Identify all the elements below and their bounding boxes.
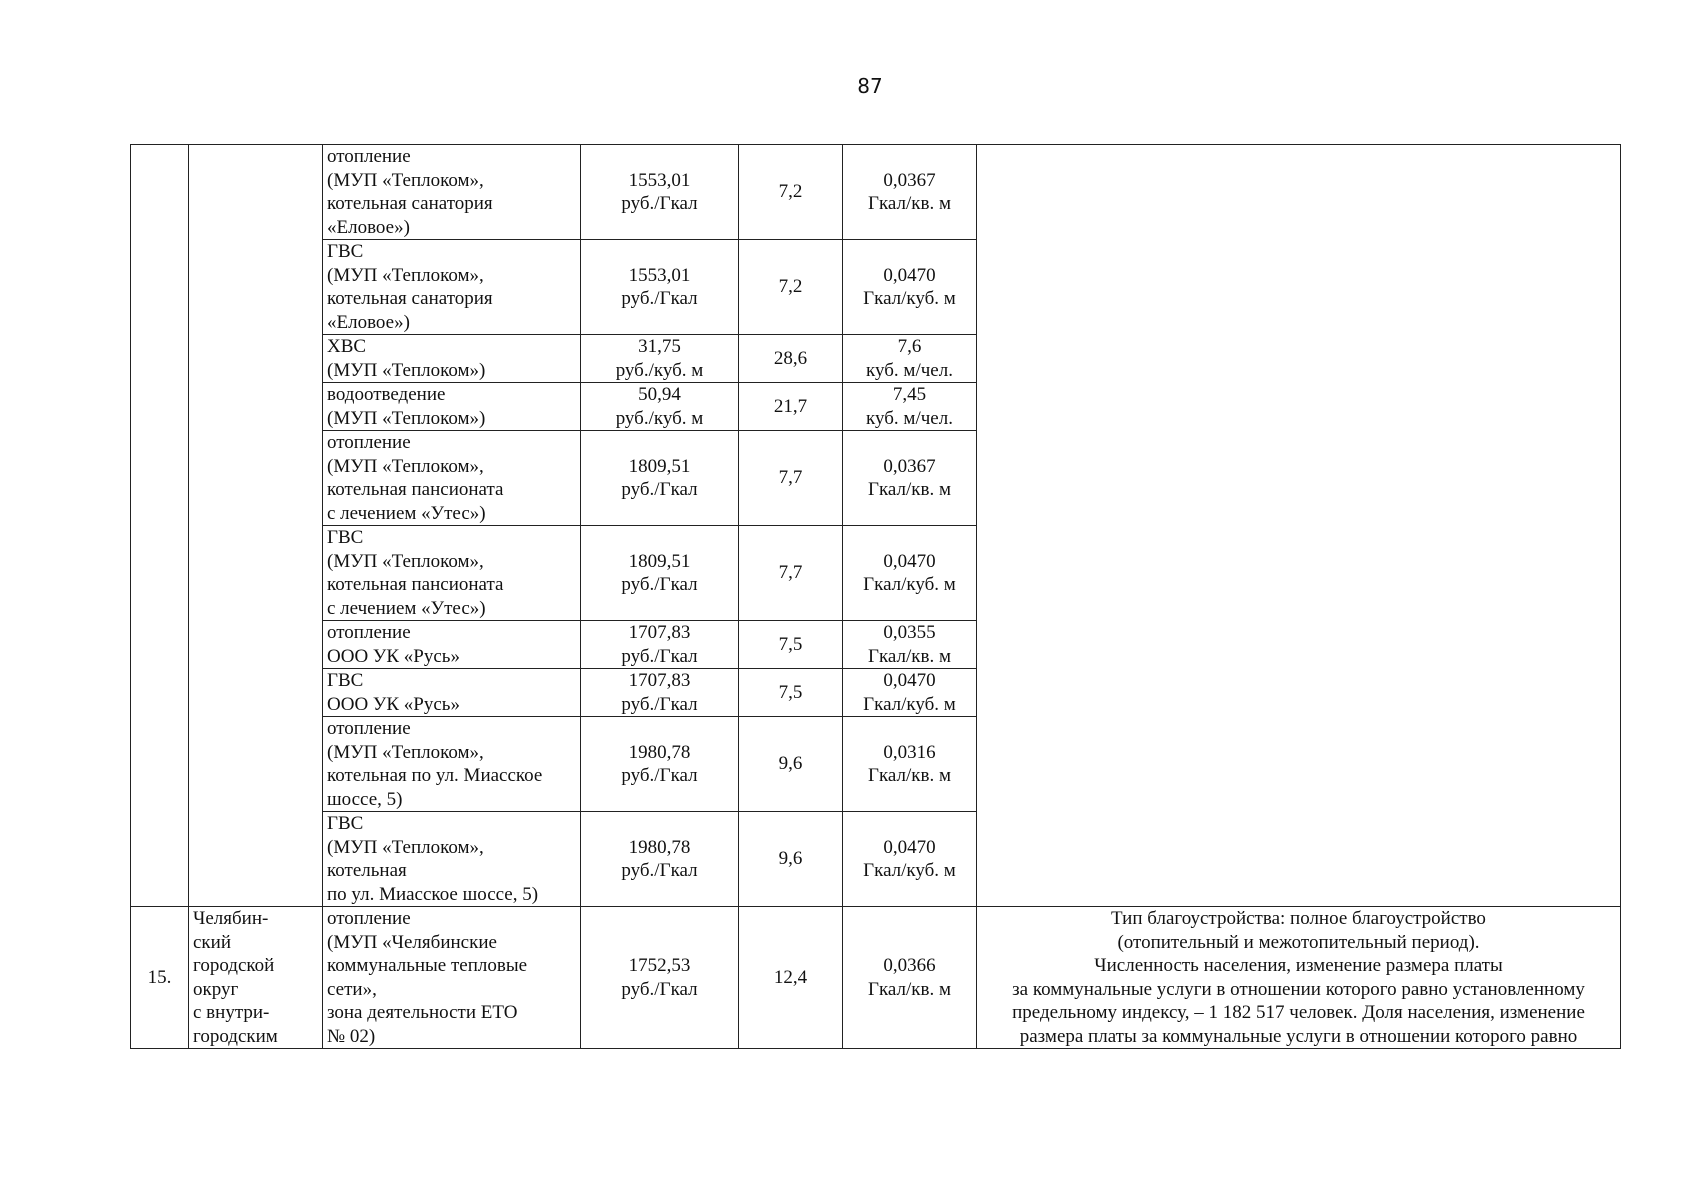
service-cell: ХВС (МУП «Теплоком»): [323, 335, 581, 383]
norm-cell: 0,0470 Гкал/куб. м: [843, 812, 977, 907]
tariff-cell: 1809,51 руб./Гкал: [581, 431, 739, 526]
service-cell: отопление ООО УК «Русь»: [323, 621, 581, 669]
tariff-cell: 1752,53 руб./Гкал: [581, 907, 739, 1049]
index-cell: 7,5: [739, 669, 843, 717]
index-cell: 7,2: [739, 240, 843, 335]
table-row-15: [131, 907, 1621, 1049]
tariff-cell: 1707,83 руб./Гкал: [581, 621, 739, 669]
tariff-cell: 1980,78 руб./Гкал: [581, 812, 739, 907]
norm-cell: 7,6 куб. м/чел.: [843, 335, 977, 383]
norm-cell: 0,0470 Гкал/куб. м: [843, 669, 977, 717]
norm-cell: 0,0470 Гкал/куб. м: [843, 526, 977, 621]
service-cell: ГВС (МУП «Теплоком», котельная по ул. Миасское шоссе, 5): [323, 812, 581, 907]
tariff-cell: 31,75 руб./куб. м: [581, 335, 739, 383]
note-cell-continued: [977, 145, 1621, 907]
norm-cell: 0,0316 Гкал/кв. м: [843, 717, 977, 812]
number-cell-continued: [131, 145, 189, 907]
tariff-cell: 1809,51 руб./Гкал: [581, 526, 739, 621]
index-cell: 21,7: [739, 383, 843, 431]
index-cell: 28,6: [739, 335, 843, 383]
tariff-cell: 1980,78 руб./Гкал: [581, 717, 739, 812]
norm-cell: 0,0366 Гкал/кв. м: [843, 907, 977, 1049]
service-cell: ГВС ООО УК «Русь»: [323, 669, 581, 717]
service-cell: отопление (МУП «Теплоком», котельная пансионата с лечением «Утес»): [323, 431, 581, 526]
table-row: [131, 145, 1621, 240]
index-cell: 7,5: [739, 621, 843, 669]
tariff-table: [130, 144, 1621, 1049]
tariff-cell: 50,94 руб./куб. м: [581, 383, 739, 431]
note-cell: Тип благоустройства: полное благоустройство (отопительный и межотопительный период). Численность населения, изменение размера платы за коммунальные услуги в отношении которого равно установленному предельному индексу, – 1 182 517 человек. Доля населения, изменение размера платы за коммунальные услуги в отношении которого равно: [977, 907, 1621, 1049]
index-cell: 7,7: [739, 431, 843, 526]
tariff-cell: 1707,83 руб./Гкал: [581, 669, 739, 717]
service-cell: отопление (МУП «Теплоком», котельная санатория «Еловое»): [323, 145, 581, 240]
index-cell: 7,2: [739, 145, 843, 240]
page-number: 87: [857, 74, 883, 98]
service-cell: отопление (МУП «Челябинские коммунальные тепловые сети», зона деятельности ЕТО № 02): [323, 907, 581, 1049]
norm-cell: 0,0367 Гкал/кв. м: [843, 145, 977, 240]
norm-cell: 0,0355 Гкал/кв. м: [843, 621, 977, 669]
index-cell: 7,7: [739, 526, 843, 621]
tariff-cell: 1553,01 руб./Гкал: [581, 145, 739, 240]
service-cell: ГВС (МУП «Теплоком», котельная санатория «Еловое»): [323, 240, 581, 335]
index-cell: 9,6: [739, 717, 843, 812]
region-cell: Челябин- ский городской округ с внутри- городским: [189, 907, 323, 1049]
norm-cell: 0,0470 Гкал/куб. м: [843, 240, 977, 335]
service-cell: отопление (МУП «Теплоком», котельная по ул. Миасское шоссе, 5): [323, 717, 581, 812]
norm-cell: 7,45 куб. м/чел.: [843, 383, 977, 431]
norm-cell: 0,0367 Гкал/кв. м: [843, 431, 977, 526]
index-cell: 12,4: [739, 907, 843, 1049]
tariff-cell: 1553,01 руб./Гкал: [581, 240, 739, 335]
index-cell: 9,6: [739, 812, 843, 907]
region-cell-continued: [189, 145, 323, 907]
row-number: 15.: [131, 907, 189, 1049]
service-cell: водоотведение (МУП «Теплоком»): [323, 383, 581, 431]
service-cell: ГВС (МУП «Теплоком», котельная пансионата с лечением «Утес»): [323, 526, 581, 621]
